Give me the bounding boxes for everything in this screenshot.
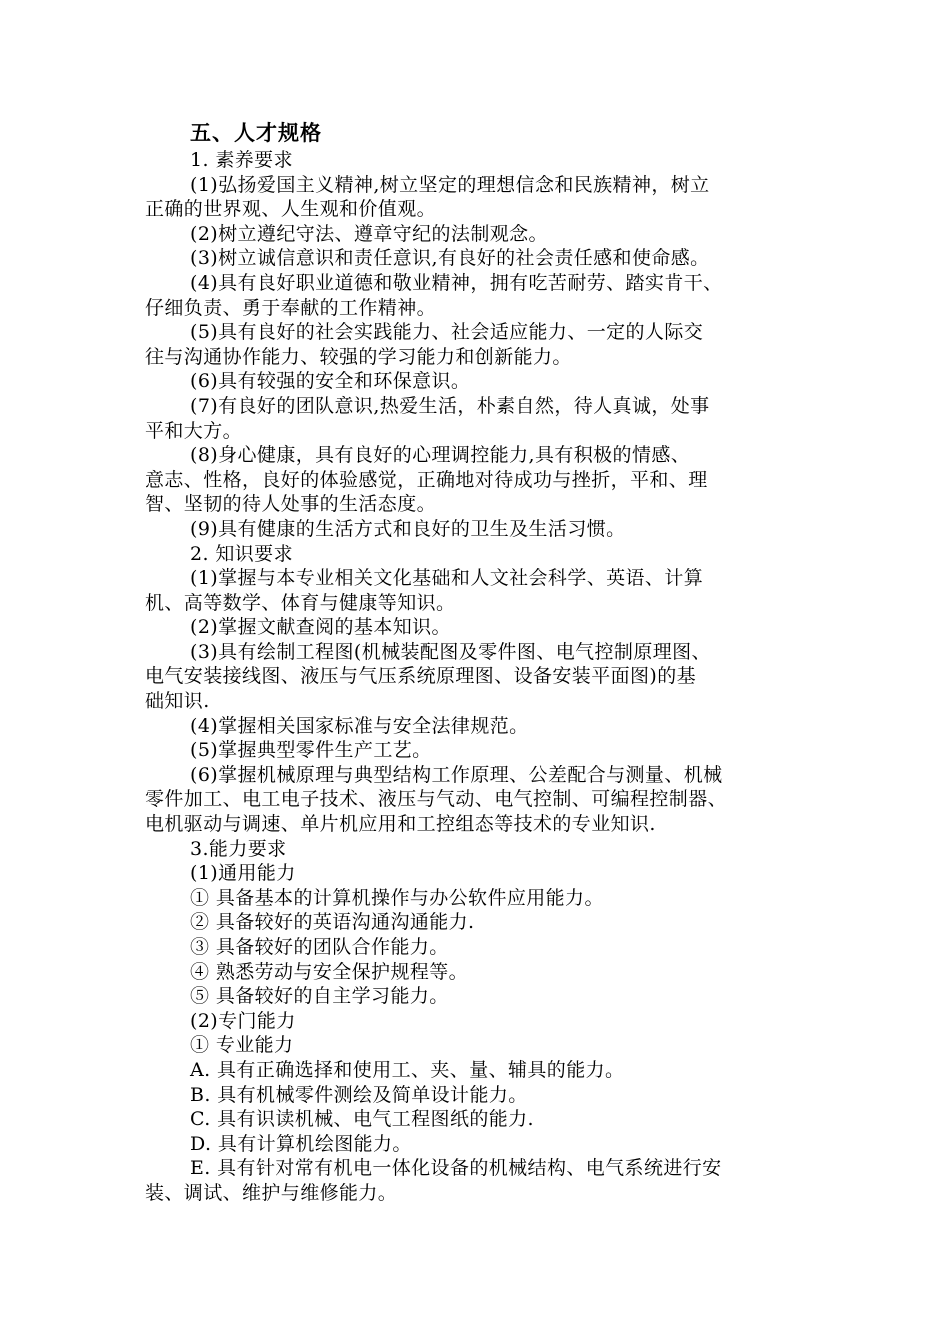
paragraph-line: (9)具有健康的生活方式和良好的卫生及生活习惯。 [190, 517, 626, 540]
paragraph-line: 电气安装接线图、液压与气压系统原理图、设备安装平面图)的基 [145, 665, 697, 688]
list-item: B. 具有机械零件测绘及简单设计能力。 [190, 1083, 528, 1106]
paragraph-line: (2)树立遵纪守法、遵章守纪的法制观念。 [190, 222, 548, 245]
paragraph-line: (1)通用能力 [190, 862, 296, 885]
paragraph-line: 往与沟通协作能力、较强的学习能力和创新能力。 [145, 345, 572, 368]
list-item: A. 具有正确选择和使用工、夹、量、辅具的能力。 [190, 1058, 625, 1081]
paragraph-line: 装、调试、维护与维修能力。 [145, 1181, 398, 1204]
list-item: ③ 具备较好的团队合作能力。 [190, 936, 449, 958]
paragraph-line: (2)掌握文献查阅的基本知识。 [190, 616, 451, 639]
list-item: ① 专业能力 [190, 1034, 294, 1057]
list-item: C. 具有识读机械、电气工程图纸的能力. [190, 1108, 534, 1131]
subsection-title: 3.能力要求 [190, 837, 287, 860]
list-item: ⑤ 具备较好的自主学习能力。 [190, 985, 449, 1008]
paragraph-line: 正确的世界观、人生观和价值观。 [145, 198, 437, 221]
subsection-title: 2. 知识要求 [190, 542, 293, 565]
paragraph-line: 机、高等数学、体育与健康等知识。 [145, 591, 456, 614]
paragraph-line: 电机驱动与调速、单片机应用和工控组态等技术的专业知识. [145, 813, 656, 836]
paragraph-line: (8)身心健康，具有良好的心理调控能力,具有积极的情感、 [190, 444, 691, 467]
paragraph-line: (3)具有绘制工程图(机械装配图及零件图、电气控制原理图、 [190, 640, 711, 663]
paragraph-line: (6)掌握机械原理与典型结构工作原理、公差配合与测量、机械 [190, 763, 723, 786]
paragraph-line: (5)掌握典型零件生产工艺。 [190, 739, 432, 762]
list-item: ④ 熟悉劳动与安全保护规程等。 [190, 960, 469, 983]
list-item: ② 具备较好的英语沟通沟通能力. [190, 911, 475, 934]
document-body [145, 118, 825, 1206]
paragraph-line: 智、坚韧的待人处事的生活态度。 [145, 493, 437, 516]
paragraph-line: (4)掌握相关国家标准与安全法律规范。 [190, 714, 529, 737]
paragraph-line: (2)专门能力 [190, 1009, 296, 1032]
paragraph-line: (4)具有良好职业道德和敬业精神，拥有吃苦耐劳、踏实肯干、 [190, 271, 723, 294]
paragraph-line: 零件加工、电工电子技术、液压与气动、电气控制、可编程控制器、 [145, 788, 728, 811]
paragraph-line: (1)掌握与本专业相关文化基础和人文社会科学、英语、计算 [190, 567, 704, 590]
paragraph-line: (5)具有良好的社会实践能力、社会适应能力、一定的人际交 [190, 321, 704, 344]
list-item: D. 具有计算机绘图能力。 [190, 1132, 412, 1155]
subsection-title: 1. 素养要求 [190, 149, 293, 171]
paragraph-line: (1)弘扬爱国主义精神,树立坚定的理想信念和民族精神，树立 [190, 173, 710, 196]
list-item: E. 具有针对常有机电一体化设备的机械结构、电气系统进行安 [190, 1157, 722, 1180]
paragraph-line: 础知识. [145, 690, 210, 713]
section-heading: 五、人才规格 [190, 120, 322, 145]
paragraph-line: 意志、性格，良好的体验感觉，正确地对待成功与挫折，平和、理 [145, 468, 708, 491]
paragraph-line: 平和大方。 [145, 419, 243, 442]
list-item: ① 具备基本的计算机操作与办公软件应用能力。 [190, 886, 604, 909]
paragraph-line: (3)树立诚信意识和责任意识,有良好的社会责任感和使命感。 [190, 247, 710, 270]
paragraph-line: 仔细负责、勇于奉献的工作精神。 [145, 296, 437, 319]
paragraph-line: (7)有良好的团队意识,热爱生活，朴素自然，待人真诚，处事 [190, 394, 710, 417]
paragraph-line: (6)具有较强的安全和环保意识。 [190, 370, 471, 393]
